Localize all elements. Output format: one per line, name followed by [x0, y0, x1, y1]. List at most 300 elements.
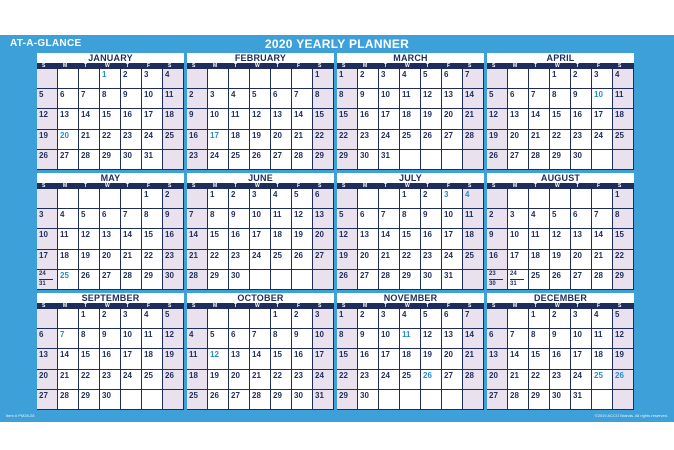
day-cell[interactable]: [550, 69, 571, 89]
day-cell[interactable]: [58, 370, 79, 390]
day-cell[interactable]: [379, 209, 400, 229]
day-cell[interactable]: [508, 229, 529, 249]
day-cell[interactable]: [592, 229, 613, 249]
day-cell[interactable]: [592, 109, 613, 129]
day-cell[interactable]: [142, 349, 163, 369]
day-cell[interactable]: [79, 89, 100, 109]
day-cell[interactable]: [358, 370, 379, 390]
day-cell[interactable]: [421, 370, 442, 390]
day-cell[interactable]: [271, 250, 292, 270]
day-cell[interactable]: [421, 150, 442, 170]
day-cell[interactable]: [358, 150, 379, 170]
day-cell[interactable]: [187, 270, 208, 290]
day-cell[interactable]: [100, 229, 121, 249]
day-cell[interactable]: [37, 229, 58, 249]
day-cell[interactable]: [379, 250, 400, 270]
day-cell[interactable]: [229, 270, 250, 290]
day-cell[interactable]: [163, 229, 184, 249]
day-cell[interactable]: [337, 270, 358, 290]
day-cell[interactable]: [442, 130, 463, 150]
day-cell[interactable]: [229, 189, 250, 209]
day-cell[interactable]: [550, 229, 571, 249]
day-cell[interactable]: [142, 250, 163, 270]
day-cell[interactable]: [358, 329, 379, 349]
day-cell[interactable]: [400, 309, 421, 329]
day-cell[interactable]: [79, 309, 100, 329]
day-cell[interactable]: [592, 370, 613, 390]
day-cell[interactable]: [250, 89, 271, 109]
day-cell[interactable]: [529, 349, 550, 369]
day-cell[interactable]: [463, 349, 484, 369]
day-cell[interactable]: [463, 109, 484, 129]
day-cell[interactable]: [592, 349, 613, 369]
day-cell[interactable]: [550, 349, 571, 369]
day-cell[interactable]: [142, 390, 163, 410]
day-cell[interactable]: [358, 270, 379, 290]
day-cell[interactable]: [271, 270, 292, 290]
day-cell[interactable]: [487, 209, 508, 229]
day-cell[interactable]: [229, 329, 250, 349]
day-cell[interactable]: [487, 150, 508, 170]
day-cell[interactable]: [163, 209, 184, 229]
day-cell[interactable]: [100, 89, 121, 109]
day-cell[interactable]: [337, 89, 358, 109]
day-cell[interactable]: [529, 189, 550, 209]
day-cell[interactable]: [379, 69, 400, 89]
day-cell[interactable]: [592, 189, 613, 209]
day-cell[interactable]: [100, 349, 121, 369]
day-cell[interactable]: [442, 69, 463, 89]
day-cell[interactable]: [571, 130, 592, 150]
day-cell[interactable]: [508, 390, 529, 410]
day-cell[interactable]: [529, 109, 550, 129]
day-cell[interactable]: [313, 229, 334, 249]
day-cell[interactable]: [379, 270, 400, 290]
day-cell[interactable]: [613, 390, 634, 410]
day-cell[interactable]: [229, 309, 250, 329]
day-cell[interactable]: [529, 270, 550, 290]
day-cell[interactable]: [208, 150, 229, 170]
day-cell[interactable]: [508, 89, 529, 109]
day-cell[interactable]: [250, 250, 271, 270]
day-cell[interactable]: [550, 270, 571, 290]
day-cell[interactable]: [379, 150, 400, 170]
day-cell[interactable]: [400, 250, 421, 270]
day-cell[interactable]: [592, 309, 613, 329]
day-cell[interactable]: [100, 109, 121, 129]
day-cell[interactable]: [37, 69, 58, 89]
day-cell[interactable]: [208, 329, 229, 349]
day-cell[interactable]: [379, 370, 400, 390]
day-cell[interactable]: [229, 150, 250, 170]
day-cell[interactable]: [613, 209, 634, 229]
day-cell[interactable]: [142, 89, 163, 109]
day-cell[interactable]: [250, 270, 271, 290]
day-cell[interactable]: [187, 189, 208, 209]
day-cell[interactable]: [529, 329, 550, 349]
day-cell[interactable]: [463, 69, 484, 89]
day-cell[interactable]: [313, 370, 334, 390]
day-cell[interactable]: [400, 150, 421, 170]
day-cell[interactable]: [337, 309, 358, 329]
day-cell[interactable]: [229, 209, 250, 229]
day-cell[interactable]: [250, 209, 271, 229]
day-cell[interactable]: [187, 250, 208, 270]
day-cell[interactable]: [271, 130, 292, 150]
day-cell[interactable]: [58, 250, 79, 270]
day-cell[interactable]: [100, 390, 121, 410]
day-cell[interactable]: [508, 329, 529, 349]
day-cell[interactable]: [613, 349, 634, 369]
day-cell[interactable]: [250, 370, 271, 390]
day-cell[interactable]: [313, 109, 334, 129]
day-cell[interactable]: [613, 189, 634, 209]
day-cell[interactable]: [142, 229, 163, 249]
day-cell[interactable]: [358, 250, 379, 270]
day-cell[interactable]: [358, 390, 379, 410]
day-cell[interactable]: [463, 229, 484, 249]
day-cell[interactable]: [487, 130, 508, 150]
day-cell[interactable]: [313, 130, 334, 150]
day-cell[interactable]: [463, 150, 484, 170]
day-cell[interactable]: [487, 390, 508, 410]
day-cell[interactable]: [463, 329, 484, 349]
day-cell[interactable]: [208, 370, 229, 390]
day-cell[interactable]: [550, 130, 571, 150]
day-cell[interactable]: [187, 69, 208, 89]
day-cell[interactable]: [121, 250, 142, 270]
day-cell[interactable]: [421, 349, 442, 369]
day-cell[interactable]: [58, 150, 79, 170]
day-cell[interactable]: [487, 329, 508, 349]
day-cell[interactable]: [37, 109, 58, 129]
day-cell[interactable]: [271, 390, 292, 410]
day-cell[interactable]: [613, 89, 634, 109]
day-cell[interactable]: [121, 109, 142, 129]
day-cell[interactable]: [421, 189, 442, 209]
day-cell[interactable]: [163, 130, 184, 150]
day-cell[interactable]: [121, 390, 142, 410]
day-cell[interactable]: [121, 209, 142, 229]
day-cell[interactable]: [508, 270, 529, 290]
day-cell[interactable]: [442, 370, 463, 390]
day-cell[interactable]: [442, 270, 463, 290]
day-cell[interactable]: [508, 150, 529, 170]
day-cell[interactable]: [529, 209, 550, 229]
day-cell[interactable]: [121, 130, 142, 150]
day-cell[interactable]: [121, 329, 142, 349]
day-cell[interactable]: [550, 189, 571, 209]
day-cell[interactable]: [529, 150, 550, 170]
day-cell[interactable]: [250, 69, 271, 89]
day-cell[interactable]: [442, 209, 463, 229]
day-cell[interactable]: [358, 89, 379, 109]
day-cell[interactable]: [571, 309, 592, 329]
day-cell[interactable]: [250, 109, 271, 129]
day-cell[interactable]: [187, 209, 208, 229]
day-cell[interactable]: [442, 329, 463, 349]
day-cell[interactable]: [508, 309, 529, 329]
day-cell[interactable]: [313, 89, 334, 109]
day-cell[interactable]: [292, 309, 313, 329]
day-cell[interactable]: [187, 309, 208, 329]
day-cell[interactable]: [58, 209, 79, 229]
day-cell[interactable]: [187, 130, 208, 150]
day-cell[interactable]: [550, 309, 571, 329]
day-cell[interactable]: [592, 270, 613, 290]
day-cell[interactable]: [421, 209, 442, 229]
day-cell[interactable]: [550, 109, 571, 129]
day-cell[interactable]: [400, 209, 421, 229]
day-cell[interactable]: [163, 189, 184, 209]
day-cell[interactable]: [121, 229, 142, 249]
day-cell[interactable]: [592, 150, 613, 170]
day-cell[interactable]: [229, 250, 250, 270]
day-cell[interactable]: [571, 250, 592, 270]
day-cell[interactable]: [400, 69, 421, 89]
day-cell[interactable]: [58, 69, 79, 89]
day-cell[interactable]: [163, 390, 184, 410]
day-cell[interactable]: [187, 229, 208, 249]
day-cell[interactable]: [37, 150, 58, 170]
day-cell[interactable]: [337, 370, 358, 390]
day-cell[interactable]: [250, 390, 271, 410]
day-cell[interactable]: [313, 329, 334, 349]
day-cell[interactable]: [250, 349, 271, 369]
day-cell[interactable]: [442, 309, 463, 329]
day-cell[interactable]: [508, 370, 529, 390]
day-cell[interactable]: [79, 109, 100, 129]
day-cell[interactable]: [58, 309, 79, 329]
day-cell[interactable]: [79, 390, 100, 410]
day-cell[interactable]: [271, 370, 292, 390]
day-cell[interactable]: [163, 69, 184, 89]
day-cell[interactable]: [208, 209, 229, 229]
day-cell[interactable]: [337, 69, 358, 89]
day-cell[interactable]: [463, 390, 484, 410]
day-cell[interactable]: [550, 370, 571, 390]
day-cell[interactable]: [292, 209, 313, 229]
day-cell[interactable]: [271, 209, 292, 229]
day-cell[interactable]: [79, 329, 100, 349]
day-cell[interactable]: [337, 250, 358, 270]
day-cell[interactable]: [163, 349, 184, 369]
day-cell[interactable]: [613, 69, 634, 89]
day-cell[interactable]: [529, 130, 550, 150]
day-cell[interactable]: [463, 370, 484, 390]
day-cell[interactable]: [592, 69, 613, 89]
day-cell[interactable]: [613, 309, 634, 329]
day-cell[interactable]: [250, 229, 271, 249]
day-cell[interactable]: [508, 349, 529, 369]
day-cell[interactable]: [37, 390, 58, 410]
day-cell[interactable]: [337, 109, 358, 129]
day-cell[interactable]: [208, 309, 229, 329]
day-cell[interactable]: [487, 309, 508, 329]
day-cell[interactable]: [421, 109, 442, 129]
day-cell[interactable]: [37, 329, 58, 349]
day-cell[interactable]: [571, 209, 592, 229]
day-cell[interactable]: [79, 270, 100, 290]
day-cell[interactable]: [487, 229, 508, 249]
day-cell[interactable]: [292, 150, 313, 170]
day-cell[interactable]: [208, 130, 229, 150]
day-cell[interactable]: [613, 250, 634, 270]
day-cell[interactable]: [379, 229, 400, 249]
day-cell[interactable]: [337, 349, 358, 369]
day-cell[interactable]: [379, 309, 400, 329]
day-cell[interactable]: [571, 89, 592, 109]
day-cell[interactable]: [121, 370, 142, 390]
day-cell[interactable]: [313, 250, 334, 270]
day-cell[interactable]: [163, 250, 184, 270]
day-cell[interactable]: [550, 209, 571, 229]
day-cell[interactable]: [421, 390, 442, 410]
day-cell[interactable]: [379, 109, 400, 129]
day-cell[interactable]: [613, 229, 634, 249]
day-cell[interactable]: [250, 130, 271, 150]
day-cell[interactable]: [358, 189, 379, 209]
day-cell[interactable]: [37, 270, 58, 290]
day-cell[interactable]: [613, 270, 634, 290]
day-cell[interactable]: [571, 390, 592, 410]
day-cell[interactable]: [100, 150, 121, 170]
day-cell[interactable]: [58, 130, 79, 150]
day-cell[interactable]: [358, 109, 379, 129]
day-cell[interactable]: [592, 209, 613, 229]
day-cell[interactable]: [100, 329, 121, 349]
day-cell[interactable]: [292, 329, 313, 349]
day-cell[interactable]: [421, 69, 442, 89]
day-cell[interactable]: [400, 229, 421, 249]
day-cell[interactable]: [163, 150, 184, 170]
day-cell[interactable]: [313, 390, 334, 410]
day-cell[interactable]: [79, 150, 100, 170]
day-cell[interactable]: [292, 390, 313, 410]
day-cell[interactable]: [37, 250, 58, 270]
day-cell[interactable]: [313, 69, 334, 89]
day-cell[interactable]: [463, 89, 484, 109]
day-cell[interactable]: [613, 130, 634, 150]
day-cell[interactable]: [337, 130, 358, 150]
day-cell[interactable]: [187, 150, 208, 170]
day-cell[interactable]: [292, 89, 313, 109]
day-cell[interactable]: [100, 250, 121, 270]
day-cell[interactable]: [313, 270, 334, 290]
day-cell[interactable]: [358, 130, 379, 150]
day-cell[interactable]: [463, 130, 484, 150]
day-cell[interactable]: [37, 370, 58, 390]
day-cell[interactable]: [121, 349, 142, 369]
day-cell[interactable]: [358, 349, 379, 369]
day-cell[interactable]: [313, 189, 334, 209]
day-cell[interactable]: [58, 270, 79, 290]
day-cell[interactable]: [463, 270, 484, 290]
day-cell[interactable]: [358, 209, 379, 229]
day-cell[interactable]: [58, 349, 79, 369]
day-cell[interactable]: [379, 189, 400, 209]
day-cell[interactable]: [229, 349, 250, 369]
day-cell[interactable]: [121, 89, 142, 109]
day-cell[interactable]: [142, 189, 163, 209]
day-cell[interactable]: [358, 69, 379, 89]
day-cell[interactable]: [487, 89, 508, 109]
day-cell[interactable]: [100, 209, 121, 229]
day-cell[interactable]: [571, 349, 592, 369]
day-cell[interactable]: [79, 69, 100, 89]
day-cell[interactable]: [529, 370, 550, 390]
day-cell[interactable]: [442, 150, 463, 170]
day-cell[interactable]: [79, 229, 100, 249]
day-cell[interactable]: [250, 150, 271, 170]
day-cell[interactable]: [400, 89, 421, 109]
day-cell[interactable]: [37, 349, 58, 369]
day-cell[interactable]: [358, 309, 379, 329]
day-cell[interactable]: [229, 370, 250, 390]
day-cell[interactable]: [208, 189, 229, 209]
day-cell[interactable]: [487, 69, 508, 89]
day-cell[interactable]: [379, 329, 400, 349]
day-cell[interactable]: [571, 229, 592, 249]
day-cell[interactable]: [313, 349, 334, 369]
day-cell[interactable]: [442, 109, 463, 129]
day-cell[interactable]: [442, 189, 463, 209]
day-cell[interactable]: [592, 130, 613, 150]
day-cell[interactable]: [592, 329, 613, 349]
day-cell[interactable]: [271, 69, 292, 89]
day-cell[interactable]: [250, 189, 271, 209]
day-cell[interactable]: [400, 130, 421, 150]
day-cell[interactable]: [229, 109, 250, 129]
day-cell[interactable]: [79, 209, 100, 229]
day-cell[interactable]: [463, 250, 484, 270]
day-cell[interactable]: [529, 309, 550, 329]
day-cell[interactable]: [163, 89, 184, 109]
day-cell[interactable]: [571, 150, 592, 170]
day-cell[interactable]: [208, 390, 229, 410]
day-cell[interactable]: [379, 390, 400, 410]
day-cell[interactable]: [58, 329, 79, 349]
day-cell[interactable]: [421, 329, 442, 349]
day-cell[interactable]: [142, 309, 163, 329]
day-cell[interactable]: [292, 109, 313, 129]
day-cell[interactable]: [592, 390, 613, 410]
day-cell[interactable]: [487, 370, 508, 390]
day-cell[interactable]: [163, 370, 184, 390]
day-cell[interactable]: [613, 150, 634, 170]
day-cell[interactable]: [463, 189, 484, 209]
day-cell[interactable]: [79, 130, 100, 150]
day-cell[interactable]: [337, 189, 358, 209]
day-cell[interactable]: [421, 250, 442, 270]
day-cell[interactable]: [292, 229, 313, 249]
day-cell[interactable]: [37, 89, 58, 109]
day-cell[interactable]: [508, 250, 529, 270]
day-cell[interactable]: [250, 309, 271, 329]
day-cell[interactable]: [508, 209, 529, 229]
day-cell[interactable]: [592, 89, 613, 109]
day-cell[interactable]: [271, 89, 292, 109]
day-cell[interactable]: [100, 309, 121, 329]
day-cell[interactable]: [79, 250, 100, 270]
day-cell[interactable]: [229, 229, 250, 249]
day-cell[interactable]: [487, 250, 508, 270]
day-cell[interactable]: [37, 130, 58, 150]
day-cell[interactable]: [271, 229, 292, 249]
day-cell[interactable]: [463, 209, 484, 229]
day-cell[interactable]: [400, 390, 421, 410]
day-cell[interactable]: [529, 229, 550, 249]
